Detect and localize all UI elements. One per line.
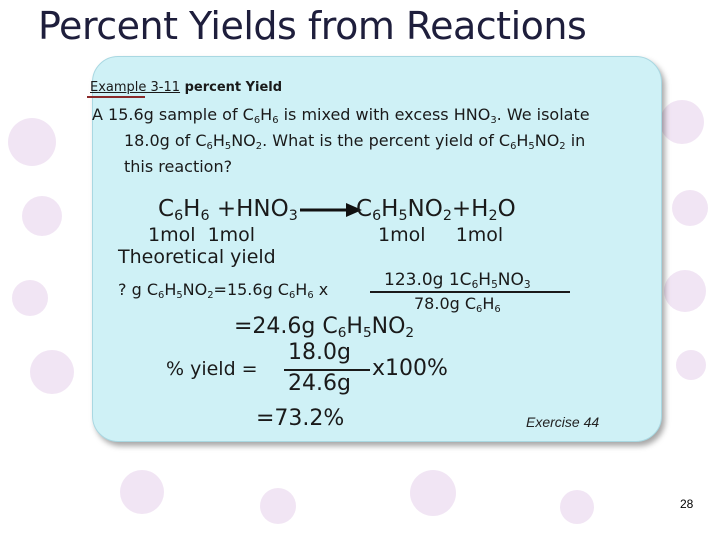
percent-denominator: 24.6g — [288, 371, 351, 396]
moles-products: 1mol 1mol — [378, 224, 504, 246]
background-dot — [260, 488, 296, 524]
percent-multiplier: x100% — [372, 356, 448, 381]
background-dot — [672, 190, 708, 226]
background-dot — [560, 490, 594, 524]
background-dot — [120, 470, 164, 514]
equation-reactants: $C_6H_6 +HNO_3$ — [158, 196, 298, 224]
percent-answer: =73.2% — [256, 406, 345, 431]
background-dot — [22, 196, 62, 236]
theoretical-yield-label: Theoretical yield — [118, 246, 276, 268]
calc-left: ? g $C_6H_5NO_2=15.6g$ $C_6H_6$ x — [118, 280, 329, 301]
example-label: Example 3-11 — [90, 80, 181, 95]
theoretical-result: =24.6g $C_6H_5NO_2$ — [234, 314, 415, 341]
calc-fraction-bar — [370, 291, 570, 293]
background-dot — [410, 470, 456, 516]
example-heading — [90, 80, 282, 95]
page-number: 28 — [680, 497, 694, 511]
background-dot — [664, 270, 706, 312]
equation-products: $C_6H_5NO_2+H_2O$ — [356, 196, 516, 224]
exercise-reference: Exercise 44 — [526, 414, 600, 430]
question-line-2: 18.0g of $C_6H_5NO_2$. What is the percent yield of $C_6H_5NO_2$ in — [124, 131, 586, 152]
example-topic: percent Yield — [180, 80, 283, 95]
example-underline — [87, 96, 145, 98]
background-dot — [8, 118, 56, 166]
question-line-1: A 15.6g sample of $C_6H_6$ is mixed with excess $HNO_3$. We isolate — [92, 105, 590, 126]
background-dot — [676, 350, 706, 380]
calc-denominator: 78.0g $C_6H_6$ — [414, 294, 501, 315]
background-dot — [30, 350, 74, 394]
slide-title: Percent Yields from Reactions — [38, 4, 587, 48]
moles-reactants: 1mol 1mol — [148, 224, 256, 246]
calc-numerator: 123.0g $1C_6H_5NO_3$ — [384, 270, 531, 291]
question-line-3: this reaction? — [124, 157, 233, 176]
percent-numerator: 18.0g — [288, 340, 351, 365]
background-dot — [660, 100, 704, 144]
percent-yield-label: % yield = — [166, 358, 258, 380]
reaction-arrow-icon — [298, 200, 364, 220]
background-dot — [12, 280, 48, 316]
